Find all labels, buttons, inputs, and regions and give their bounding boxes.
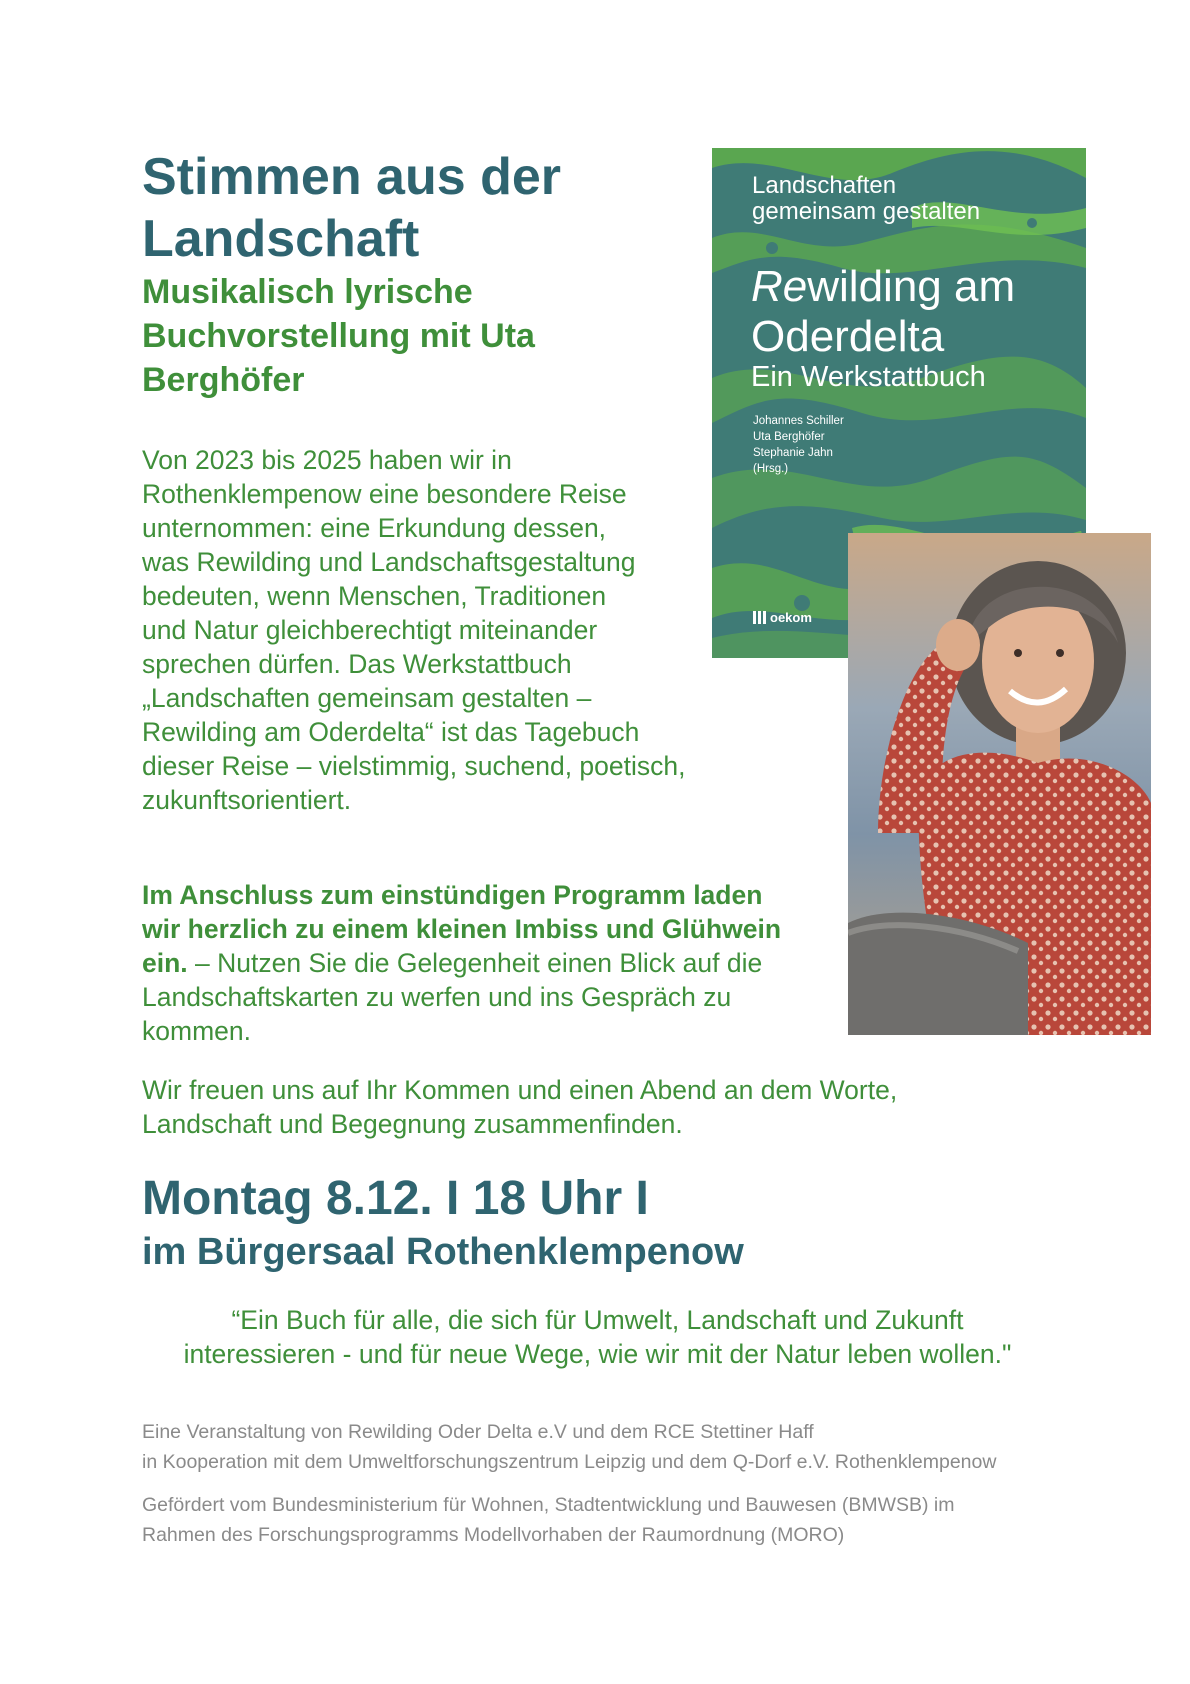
cover-series-title bbox=[752, 173, 1072, 225]
cover-authors bbox=[753, 413, 844, 477]
event-date: Montag 8.12. I 18 Uhr I bbox=[142, 1172, 649, 1225]
program-bold-line-1: Im Anschluss zum einstündigen Programm laden bbox=[142, 880, 763, 910]
organizer-line-1: Eine Veranstaltung von Rewilding Oder Delta e.V und dem RCE Stettiner Haff bbox=[142, 1421, 814, 1443]
cover-title-italic: Re bbox=[751, 262, 808, 311]
organizer-note bbox=[142, 1417, 1092, 1477]
program-line-5: kommen. bbox=[142, 1016, 251, 1046]
portrait-photo bbox=[848, 533, 1151, 1035]
page-title bbox=[142, 146, 702, 270]
book-quote bbox=[100, 1303, 1095, 1371]
cover-series-line-2: gemeinsam gestalten bbox=[752, 198, 981, 225]
intro-line: Rothenklempenow eine besondere Reise bbox=[142, 479, 627, 509]
program-bold-line-3: ein. bbox=[142, 948, 188, 978]
funding-line-2: Rahmen des Forschungsprogramms Modellvorhaben der Raumordnung (MORO) bbox=[142, 1524, 845, 1546]
title-line-2: Landschaft bbox=[142, 210, 420, 268]
subtitle-line-2: Buchvorstellung mit Uta bbox=[142, 317, 535, 355]
intro-line: „Landschaften gemeinsam gestalten – bbox=[142, 683, 592, 713]
subtitle-line-1: Musikalisch lyrische bbox=[142, 273, 473, 311]
organizer-line-2: in Kooperation mit dem Umweltforschungszentrum Leipzig und dem Q-Dorf e.V. Rothenklempenow bbox=[142, 1451, 997, 1473]
intro-paragraph bbox=[142, 443, 742, 817]
page-subtitle bbox=[142, 270, 702, 402]
intro-line: was Rewilding und Landschaftsgestaltung bbox=[142, 547, 636, 577]
cover-book-subtitle: Ein Werkstattbuch bbox=[751, 361, 986, 393]
cover-author: Stephanie Jahn bbox=[753, 447, 833, 459]
publisher-logo-icon bbox=[753, 611, 766, 624]
cover-author: (Hrsg.) bbox=[753, 463, 789, 475]
quote-line-1: “Ein Buch für alle, die sich für Umwelt, Landschaft und Zukunft bbox=[231, 1305, 964, 1335]
cover-series-line-1: Landschaften bbox=[752, 172, 897, 199]
intro-line: und Natur gleichberechtigt miteinander bbox=[142, 615, 598, 645]
cover-title-line-2: Oderdelta bbox=[751, 312, 945, 361]
quote-line-2: interessieren - und für neue Wege, wie wir mit der Natur leben wollen." bbox=[183, 1339, 1012, 1369]
program-line-3-rest: – Nutzen Sie die Gelegenheit einen Blick auf die bbox=[187, 948, 763, 978]
funding-line-1: Gefördert vom Bundesministerium für Wohnen, Stadtentwicklung und Bauwesen (BMWSB) im bbox=[142, 1494, 955, 1516]
closing-line-2: Landschaft und Begegnung zusammenfinden. bbox=[142, 1109, 683, 1139]
cover-publisher bbox=[753, 610, 812, 625]
event-venue: im Bürgersaal Rothenklempenow bbox=[142, 1231, 744, 1273]
intro-line: bedeuten, wenn Menschen, Traditionen bbox=[142, 581, 607, 611]
intro-line: sprechen dürfen. Das Werkstattbuch bbox=[142, 649, 572, 679]
closing-paragraph bbox=[142, 1073, 1042, 1141]
intro-line: unternommen: eine Erkundung dessen, bbox=[142, 513, 607, 543]
funding-note bbox=[142, 1490, 1092, 1550]
portrait-illustration bbox=[848, 533, 1151, 1035]
closing-line-1: Wir freuen uns auf Ihr Kommen und einen Abend an dem Worte, bbox=[142, 1075, 898, 1105]
intro-line: Von 2023 bis 2025 haben wir in bbox=[142, 445, 512, 475]
intro-line: dieser Reise – vielstimmig, suchend, poetisch, bbox=[142, 751, 686, 781]
publisher-name: oekom bbox=[770, 610, 812, 625]
title-line-1: Stimmen aus der bbox=[142, 148, 562, 206]
intro-line: Rewilding am Oderdelta“ ist das Tagebuch bbox=[142, 717, 640, 747]
program-line-4: Landschaftskarten zu werfen und ins Gespräch zu bbox=[142, 982, 732, 1012]
subtitle-line-3: Berghöfer bbox=[142, 361, 305, 399]
cover-author: Johannes Schiller bbox=[753, 415, 844, 427]
intro-line: zukunftsorientiert. bbox=[142, 785, 352, 815]
program-paragraph bbox=[142, 878, 842, 1048]
cover-book-title bbox=[751, 262, 1081, 362]
cover-author: Uta Berghöfer bbox=[753, 431, 825, 443]
program-bold-line-2: wir herzlich zu einem kleinen Imbiss und Glühwein bbox=[142, 914, 782, 944]
cover-title-rest: wilding am bbox=[807, 262, 1016, 311]
